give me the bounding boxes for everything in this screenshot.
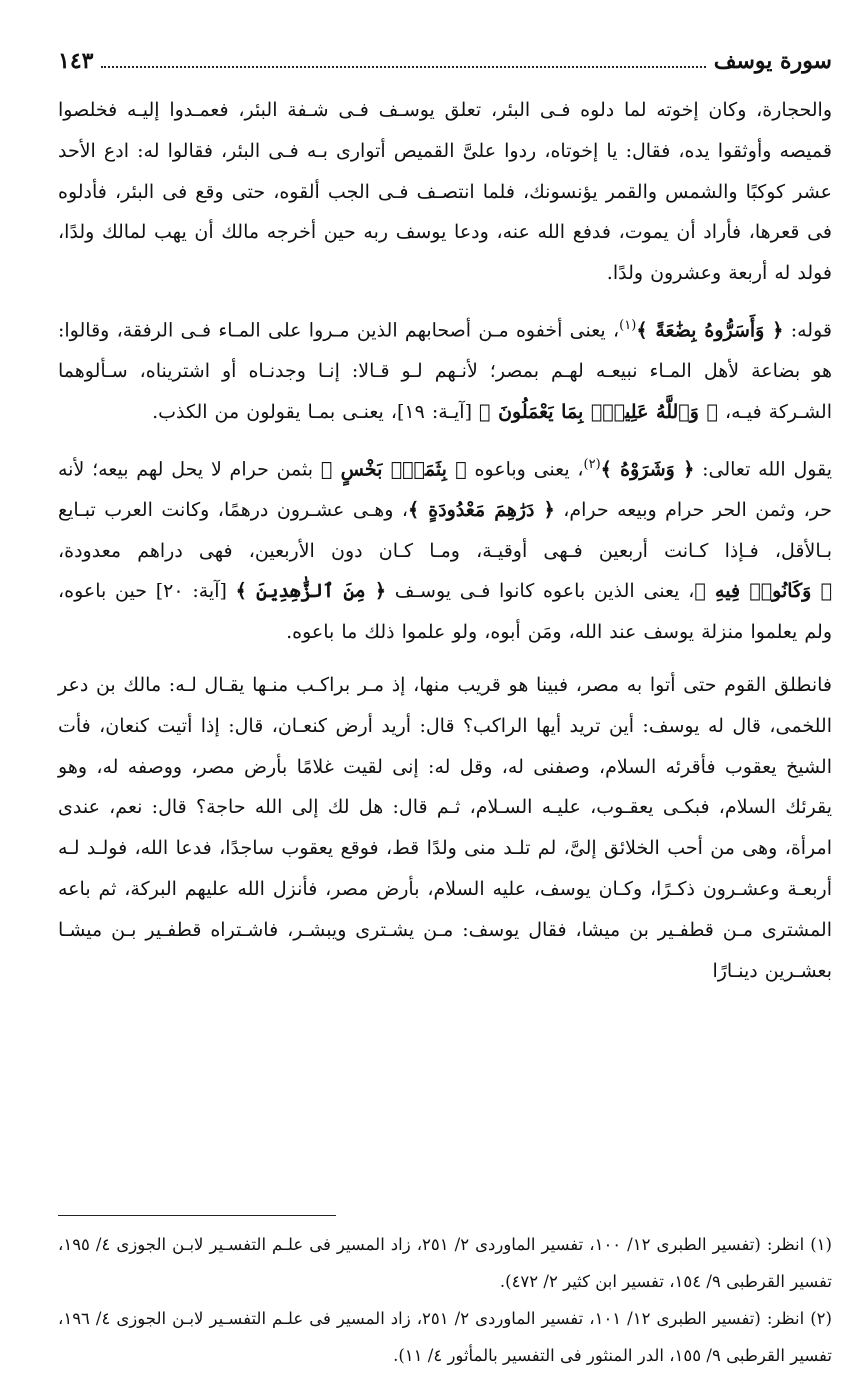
paragraph-text: فانطلق القوم حتى أتوا به مصر، فبينا هو قريب منها، إذ مـر براكـب منـها يقـال لـه: مالك بن دعر اللخمى، قال له يوسف: أين تريد أيها الراكب؟ قال: أريد أرض كنعـان، قال: إذا أتيت كنعان، فأت الشيخ يعقوب فأقرئه السلام، وصفنى له، وقل له: إنى لقيت غلامًا بأرض مصر، ووصفه له، وهو يقرئك السلام، فبكـى يعقـوب، عليـه السـلام، ثـم قال: هل لك إلى الله حاجة؟ قال: نعم، عندى امرأة، وهى من أحب الخلائق إلىَّ، لم تلـد منى ولدًا قط، فوقع يعقوب ساجدًا، فدعا الله، فولـد لـه أربعـة وعشـرون ذكـرًا، وكـان يوسف، عليه السلام، بأرض مصر، فأنزل الله عليهم البركة، ثم باعه المشترى مـن قطفـير بن ميشا، فقال يوسف: مـن يشـترى ويبشـر، فاشـتراه قطفـير بـن ميشـا بعشـرين دينـارًا <box>58 674 832 982</box>
paragraph-4 <box>58 665 832 991</box>
footnote-1: (١) انظر: (تفسير الطبرى ١٢/ ١٠٠، تفسير الماوردى ٢/ ٢٥١، زاد المسير فى علـم التفسـير لابـن الجوزى ٤/ ١٩٥، تفسير القرطبى ٩/ ١٥٤، تفسير ابن كثير ٢/ ٤٧٢). <box>58 1235 832 1291</box>
quran-verse: ﴿ وَأَسَرُّوهُ بِضَٰعَةً ﴾ <box>636 319 784 342</box>
quran-verse: ﴿ مِنَ ٱلزَّٰهِدِينَ ﴾ <box>235 580 387 603</box>
surah-title: سورة يوسف <box>713 48 832 74</box>
paragraph-text: ، وهـى عشـرون درهمًا، وكانت العرب تبـايع بـالأقل، فـإذا كـانت أربعين فـهى أوقيـة، ومـا كـان دون الأربعين، فهى دراهم معدودة، <box>58 498 832 562</box>
paragraph-3 <box>58 445 832 653</box>
footnote-ref: (١) <box>619 317 637 333</box>
paragraph-text: والحجارة، وكان إخوته لما دلوه فـى البئر، تعلق يوسـف فـى شـفة البئر، فعمـدوا إليـه فخلصوا قميصه وأوثقوا يده، فقال: يا إخوتاه، ردوا علىَّ القميص أتوارى بـه فـى البئر، فقالوا له: ادع الأحد عشر كوكبًا والشمس والقمر يؤنسونك، فلما انتصـف فـى الجب ألقوه، حتى وقع فى البئر، فأدلوه فى قعرها، فأراد أن يموت، فدفع الله عنه، ودعا يوسف ربه حين أخرجه مالك أن يهب لمالك ولدًا، فولد له أربعة وعشرون ولدًا. <box>58 99 832 285</box>
footnote-2: (٢) انظر: (تفسير الطبرى ١٢/ ١٠١، تفسير الماوردى ٢/ ٢٥١، زاد المسير فى علـم التفسـير لابـن الجوزى ٤/ ١٩٦، تفسير القرطبى ٩/ ١٥٥، الدر المنثور فى التفسير بالمأثور ٤/ ١١). <box>58 1309 832 1365</box>
paragraph-text: قوله: <box>783 319 832 342</box>
running-header <box>58 48 832 90</box>
body-text <box>58 90 832 991</box>
paragraph-1 <box>58 90 832 294</box>
header-leader-dots <box>101 48 705 68</box>
quran-verse: ﴿ وَكَانُوا۟ فِيهِ ﴾ <box>694 580 833 603</box>
paragraph-text: ، يعنى أخفوه مـن أصحابهم الذين مـروا على المـاء فـى الرفقة، وقالوا: هو بضاعة لأهل المـاء نبيعـه لهـم بمصر؛ لأنـهم لـو قـالا: إنـا وجدنـاه أو اشتريناه، سـألوهما الشـركة فيـه، <box>58 319 832 423</box>
footnotes <box>58 1226 832 1374</box>
paragraph-text: [آيـة: ١٩]، يعنـى بمـا يقولون من الكذب. <box>152 400 480 423</box>
quran-verse: ﴿ بِثَمَنٍۭ بَخْسٍ ﴾ <box>320 458 467 481</box>
quran-verse: ﴿ وَشَرَوْهُ ﴾ <box>600 458 695 481</box>
footnote-separator <box>58 1215 336 1216</box>
paragraph-text: [آية: ٢٠] حين باعوه، ولم يعلموا منزلة يوسف عند الله، ومَن أبوه، ولو علموا ذلك ما باعوه. <box>58 580 832 644</box>
paragraph-text: ، يعنى وباعوه <box>466 458 584 481</box>
quran-verse: ﴿ دَرَٰهِمَ مَعْدُودَةٍ ﴾ <box>408 498 555 521</box>
footnote-ref: (٢) <box>583 456 601 472</box>
paragraph-text: ، يعنى الذين باعوه كانوا فـى يوسـف <box>386 580 695 603</box>
paragraph-text: يقول الله تعالى: <box>694 458 832 481</box>
page-body <box>58 48 832 1003</box>
paragraph-text: بثمن حرام لا يحل لهم بيعه؛ لأنه حر، وثمن الحر حرام وبيعه حرام، <box>58 458 832 521</box>
page-number: ١٤٣ <box>58 48 94 74</box>
paragraph-2 <box>58 306 832 433</box>
quran-verse: ﴿ وَٱللَّهُ عَلِيمٌۢ بِمَا يَعْمَلُونَ ﴾ <box>479 400 718 423</box>
